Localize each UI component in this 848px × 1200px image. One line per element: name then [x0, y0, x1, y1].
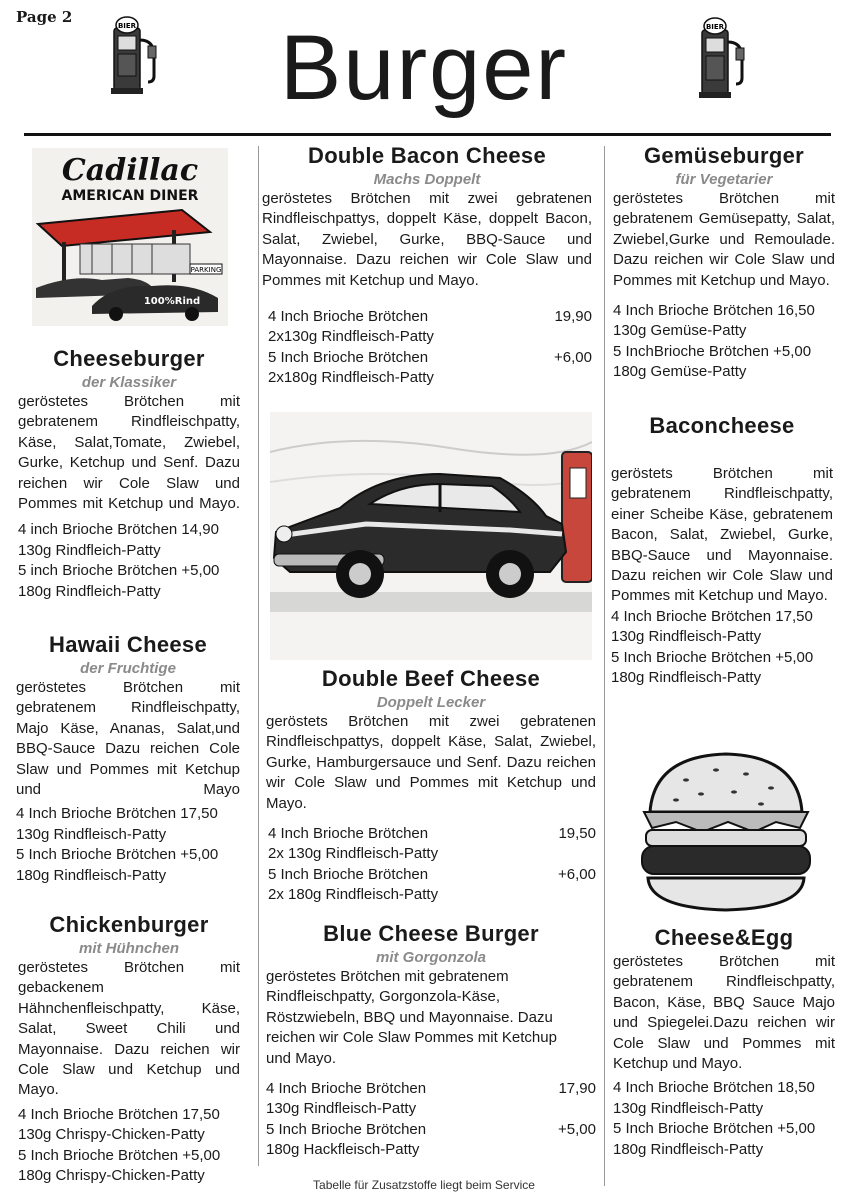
item-description: geröstets Brötchen mit zwei gebratenen Rindfleischpattys, doppelt Käse, Salat, Zwiebel, Gurke, Hamburgersauce und Senf. Dazu reichen wir Cole Slaw und Pommes mit Ketchup und Mayo.	[266, 713, 596, 812]
patty-line: 130g Gemüse-Patty	[613, 322, 747, 340]
item-subtitle: der Klassiker	[81, 374, 177, 391]
item-subtitle: für Vegetarier	[675, 171, 773, 188]
price-line: 5 Inch Brioche Brötchen +5,00	[18, 1146, 221, 1164]
item-title: Hawaii Cheese	[49, 632, 207, 657]
price-line: 5 Inch Brioche Brötchen +5,00	[611, 648, 814, 666]
burger-illustration	[636, 748, 816, 918]
price-row: 5 Inch Brioche Brötchen +6,00	[268, 348, 592, 366]
menu-item-hawaii	[16, 631, 240, 886]
patty-line: 130g Rindfleisch-Patty	[266, 1100, 417, 1118]
pump-label: BIER	[117, 22, 137, 30]
item-subtitle: der Fruchtige	[80, 660, 176, 677]
patty-line: 180g Rindfleisch-Patty	[16, 866, 167, 884]
patty-line: 2x 180g Rindfleisch-Patty	[268, 886, 439, 904]
patty-line: 2x180g Rindfleisch-Patty	[268, 369, 434, 387]
price-row: 4 Inch Brioche Brötchen 19,50	[268, 825, 596, 843]
patty-line: 180g Rindfleisch-Patty	[611, 669, 762, 687]
gas-pump-icon	[108, 16, 160, 96]
menu-item-gemueseburger	[613, 142, 835, 383]
item-subtitle: Doppelt Lecker	[376, 694, 486, 711]
item-title: Cheeseburger	[53, 346, 205, 371]
item-title: Chickenburger	[49, 912, 209, 937]
item-title: Cheese&Egg	[654, 925, 794, 950]
item-description: geröstetes Brötchen mit gebratenem Rindfleischpatty, Gorgonzola-Käse, Röstzwiebeln, BBQ und Mayonnaise. Dazu reichen wir Cole Slaw Pommes mit Ketchup und Mayo.	[266, 968, 557, 1067]
classic-car-illustration	[270, 412, 592, 660]
item-title: Double Beef Cheese	[321, 666, 541, 691]
menu-item-double-bacon	[262, 142, 592, 389]
patty-line: 130g Chrispy-Chicken-Patty	[18, 1126, 205, 1144]
price-row: 5 Inch Brioche Brötchen +5,00	[266, 1120, 596, 1138]
item-description: geröstetes Brötchen mit gebratenem Gemüsepatty, Salat, Zwiebel,Gurke und Remoulade. Dazu reichen wir Cole Slaw und Pommes mit Ketchup und Mayo.	[613, 190, 835, 289]
patty-line: 180g Chrispy-Chicken-Patty	[18, 1167, 205, 1185]
patty-line: 130g Rindfleisch-Patty	[16, 825, 167, 843]
price-line: 5 Inch Brioche Brötchen +5,00	[613, 1120, 816, 1138]
menu-item-chickenburger	[18, 911, 240, 1186]
item-description: geröstetes Brötchen mit gebratenem Rindfleischpatty, Majo Käse, Ananas, Salat,und BBQ-Sauce Dazu reichen Cole Slaw und Pommes mit Ketchup und Mayo	[16, 679, 240, 799]
pump-label: BIER	[705, 23, 725, 31]
logo-subtitle: AMERICAN DINER	[61, 188, 199, 204]
item-description: geröstetes Brötchen mit gebratenem Rindfleischpatty, Bacon, Käse, BBQ Sauce Majo und Spiegelei.Dazu reichen wir Cole Slaw und Pommes mit Ketchup und Mayo.	[613, 953, 835, 1073]
menu-item-cheese-egg	[613, 924, 835, 1160]
price-line: 5 Inch Brioche Brötchen +5,00	[16, 846, 219, 864]
patty-line: 2x 130g Rindfleisch-Patty	[268, 845, 439, 863]
item-description: geröstets Brötchen mit gebratenem Rindfleischpatty, einer Scheibe Käse, gebratenem Bacon, Salat, Zwiebel, Gurke, BBQ-Sauce und Mayonnaise. Dazu reichen wir Cole Slaw und Pommes mit Ketchup und Mayo.	[611, 465, 833, 605]
item-subtitle: Machs Doppelt	[373, 171, 481, 188]
gas-pump-icon	[696, 16, 748, 102]
price-row: 4 Inch Brioche Brötchen 19,90	[268, 308, 592, 326]
patty-line: 130g Rindfleisch-Patty	[613, 1099, 764, 1117]
column-divider	[258, 146, 259, 1166]
patty-line: 180g Rindfleisch-Patty	[613, 1140, 764, 1158]
menu-item-double-beef	[266, 665, 596, 906]
logo-badge: 100%Rind	[143, 296, 201, 307]
price-line: 4 inch Brioche Brötchen 14,90	[18, 521, 219, 539]
item-title: Blue Cheese Burger	[323, 921, 539, 946]
price-line: 5 InchBrioche Brötchen +5,00	[613, 342, 812, 360]
header-divider	[24, 133, 831, 136]
diner-logo	[32, 148, 228, 326]
patty-line: 2x130g Rindfleisch-Patty	[268, 328, 434, 346]
parking-sign: PARKING	[190, 266, 222, 274]
item-title: Double Bacon Cheese	[308, 143, 546, 168]
menu-item-cheeseburger	[18, 345, 240, 602]
item-title: Baconcheese	[649, 413, 795, 438]
patty-line: 130g Rindfleisch-Patty	[611, 628, 762, 646]
footer-note: Tabelle für Zusatzstoffe liegt beim Service	[313, 1178, 535, 1192]
item-subtitle: mit Hühnchen	[79, 940, 179, 957]
patty-line: 180g Gemüse-Patty	[613, 363, 747, 381]
patty-line: 180g Hackfleisch-Patty	[266, 1141, 420, 1159]
item-title: Gemüseburger	[643, 143, 805, 168]
item-description: geröstetes Brötchen mit zwei gebratenen Rindfleischpattys, doppelt Käse, doppelt Bacon, Salat, Zwiebel, Gurke, BBQ-Sauce und Mayonnaise. Dazu reichen wir Cole Slaw und Pommes mit Ketchup und Mayo.	[262, 190, 592, 289]
logo-title: Cadillac	[61, 153, 199, 188]
item-subtitle: mit Gorgonzola	[376, 949, 486, 966]
column-divider	[604, 146, 605, 1186]
price-row: 4 Inch Brioche Brötchen 17,90	[266, 1080, 596, 1098]
item-description: geröstetes Brötchen mit gebratenem Rindfleischpatty, Käse, Salat,Tomate, Zwiebel, Gurke, Ketchup und Senf. Dazu reichen wir Cole Slaw und Pommes mit Ketchup und Mayo.	[18, 393, 240, 513]
price-line: 4 Inch Brioche Brötchen 17,50	[18, 1105, 220, 1123]
price-line: 4 Inch Brioche Brötchen 17,50	[611, 607, 813, 625]
price-row: 5 Inch Brioche Brötchen +6,00	[268, 865, 596, 883]
price-line: 4 Inch Brioche Brötchen 16,50	[613, 302, 815, 320]
patty-line: 130g Rindfleich-Patty	[18, 541, 161, 559]
page-label: Page 2	[16, 8, 73, 26]
price-line: 4 Inch Brioche Brötchen 18,50	[613, 1079, 815, 1097]
price-line: 5 inch Brioche Brötchen +5,00	[18, 562, 220, 580]
page-title: Burger	[279, 17, 569, 119]
price-line: 4 Inch Brioche Brötchen 17,50	[16, 805, 218, 823]
item-description: geröstetes Brötchen mit gebackenem Hähnchenfleischpatty, Käse, Salat, Sweet Chili und Mayonnaise. Dazu reichen wir Cole Slaw und Ketchup und Mayo.	[18, 959, 240, 1099]
menu-item-blue-cheese	[266, 920, 596, 1161]
menu-item-baconcheese	[611, 412, 833, 688]
patty-line: 180g Rindfleich-Patty	[18, 582, 161, 600]
